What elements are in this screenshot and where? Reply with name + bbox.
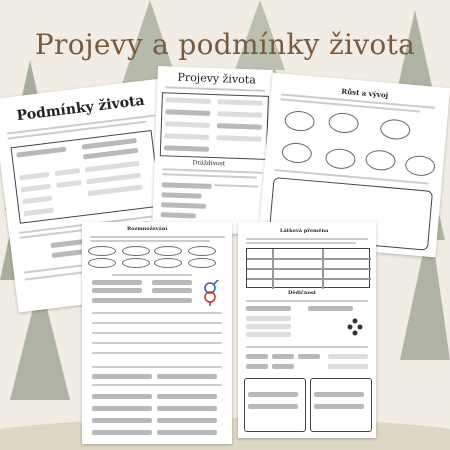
gap-fill	[92, 394, 152, 399]
text-line	[246, 300, 368, 302]
text-line	[112, 274, 192, 276]
gap-fill	[92, 430, 152, 435]
gap-fill	[86, 173, 141, 185]
gap-fill	[272, 364, 294, 369]
gap-fill	[246, 332, 291, 337]
text-line	[90, 236, 225, 238]
gap-fill	[85, 161, 140, 173]
metabolism-table	[246, 248, 370, 288]
text-line	[246, 238, 368, 240]
text-line	[214, 184, 259, 188]
gap-fill	[164, 133, 209, 140]
page-title: Projevy a podmínky života	[34, 28, 416, 61]
stage-bubble	[365, 149, 397, 172]
gap-fill	[165, 109, 210, 116]
sheet-title: Rozmnožování	[127, 226, 168, 232]
gap-fill	[92, 298, 192, 303]
table-rule	[247, 268, 371, 270]
table-rule	[272, 249, 274, 289]
gap-fill	[157, 430, 217, 435]
gap-fill	[216, 135, 261, 142]
sheet-title: Látková přeměna	[280, 228, 329, 234]
sheet-title: Podmínky života	[15, 92, 146, 125]
text-line	[246, 346, 368, 348]
gap-fill	[157, 374, 217, 379]
text-line	[246, 242, 356, 244]
gap-fill	[246, 364, 268, 369]
table-rule	[247, 278, 371, 280]
gap-fill	[248, 404, 298, 409]
text-line	[92, 342, 222, 344]
text-line	[92, 322, 222, 324]
gap-fill	[246, 354, 268, 359]
gap-fill	[246, 324, 291, 329]
conditions-table	[11, 130, 161, 224]
gap-fill	[248, 392, 298, 397]
gap-fill	[22, 196, 52, 205]
option-oval	[122, 258, 150, 268]
worksheet-projevy-zivota	[152, 66, 273, 235]
gap-fill	[328, 354, 368, 359]
gap-fill	[16, 147, 66, 158]
gap-fill	[328, 364, 368, 369]
gap-fill	[164, 145, 209, 152]
gap-fill	[314, 392, 364, 397]
section-heading: Dědičnost	[288, 290, 317, 296]
gap-fill	[87, 185, 142, 197]
text-line	[92, 352, 222, 354]
gap-fill	[161, 192, 201, 198]
stage-bubble	[379, 118, 411, 141]
gap-fill	[152, 288, 192, 293]
gap-fill	[217, 111, 262, 118]
gap-fill	[19, 172, 49, 181]
dna-icon	[346, 318, 364, 336]
gap-fill	[56, 180, 81, 188]
sheet-title: Růst a vývoj	[340, 86, 389, 100]
stage-bubble	[404, 155, 436, 178]
text-line	[92, 366, 222, 368]
option-oval	[88, 258, 116, 268]
gap-fill	[246, 316, 291, 321]
gap-fill	[92, 418, 152, 423]
text-line	[90, 240, 210, 242]
gap-fill	[217, 123, 262, 130]
stage-bubble	[328, 112, 360, 135]
gap-fill	[308, 306, 353, 311]
gap-fill	[92, 406, 152, 411]
stage-bubble	[325, 148, 357, 171]
worksheet-latkova-premena	[238, 222, 376, 438]
gap-fill	[161, 202, 206, 209]
gap-fill	[161, 212, 196, 218]
gap-fill	[23, 208, 53, 217]
text-line	[92, 332, 222, 334]
gap-fill	[165, 121, 210, 128]
gap-fill	[152, 280, 192, 285]
text-line	[92, 312, 222, 314]
gap-fill	[162, 182, 212, 189]
gap-fill	[246, 306, 291, 311]
gap-fill	[20, 184, 50, 193]
gap-fill	[272, 354, 294, 359]
characteristics-table	[160, 92, 269, 160]
option-oval	[122, 246, 150, 256]
gap-fill	[166, 97, 211, 104]
sheet-title: Projevy života	[177, 70, 256, 87]
gap-fill	[218, 99, 263, 106]
text-line	[162, 173, 257, 178]
option-oval	[88, 246, 116, 256]
gap-fill	[314, 404, 364, 409]
option-oval	[154, 246, 182, 256]
table-rule	[322, 249, 324, 289]
gap-fill	[83, 148, 138, 160]
gap-fill	[92, 280, 142, 285]
gap-fill	[92, 288, 142, 293]
stage-bubble	[281, 142, 313, 165]
gender-symbol-icon	[202, 280, 222, 306]
option-oval	[188, 246, 216, 256]
gap-fill	[157, 406, 217, 411]
table-rule	[247, 258, 371, 260]
text-line	[165, 86, 265, 91]
gap-fill	[55, 168, 80, 176]
worksheet-rozmnozovani	[82, 222, 232, 444]
option-oval	[188, 258, 216, 268]
section-heading: Dráždivost	[192, 159, 226, 168]
gap-fill	[157, 418, 217, 423]
gap-fill	[298, 354, 320, 359]
stage-bubble	[284, 110, 316, 133]
gap-fill	[92, 374, 152, 379]
text-line	[92, 384, 222, 386]
gap-fill	[157, 394, 217, 399]
option-oval	[154, 258, 182, 268]
